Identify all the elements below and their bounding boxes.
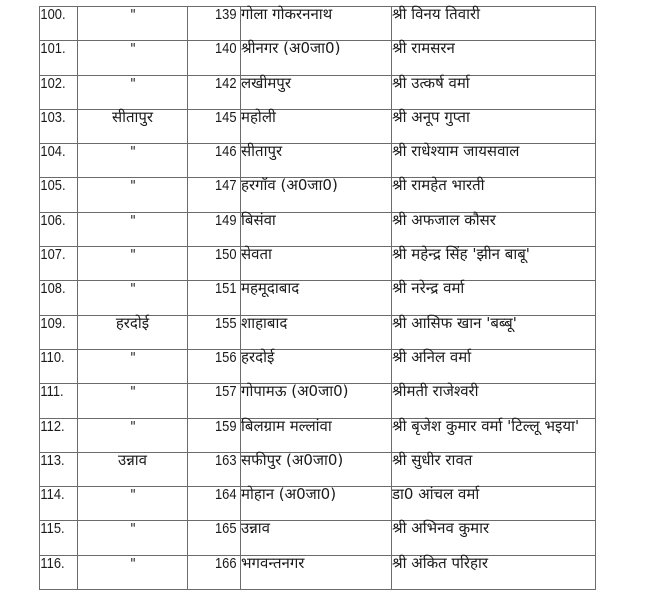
constituency-name-cell [241, 212, 392, 246]
constituency-name-text: महमूदाबाद [241, 279, 300, 298]
constituency-number-cell [188, 349, 241, 383]
district-cell [78, 384, 188, 418]
candidate-name-text: श्री अफजाल कौसर [392, 210, 496, 229]
constituency-name-text: बिसंवा [241, 210, 276, 229]
constituency-number-text: 163 [214, 451, 237, 469]
constituency-number-cell [188, 75, 241, 109]
serial-number-text: 104. [39, 143, 66, 161]
candidate-name-text: श्री बृजेश कुमार वर्मा 'टिल्लू भइया' [392, 416, 580, 435]
district-text: " [130, 248, 135, 264]
constituency-name-cell [241, 555, 392, 589]
constituency-name-cell [241, 521, 392, 555]
constituency-number-text: 139 [214, 6, 237, 23]
candidate-name-text: डा0 आंचल वर्मा [392, 485, 480, 504]
district-text: " [130, 385, 135, 401]
candidate-name-cell [392, 41, 596, 75]
constituency-name-cell [241, 247, 392, 281]
constituency-name-cell [241, 349, 392, 383]
table-row [40, 452, 596, 486]
constituency-number-cell [188, 109, 241, 143]
serial-number-cell [40, 521, 73, 555]
constituency-name-cell [241, 144, 392, 178]
district-text: " [130, 556, 135, 572]
constituency-name-text: गोपामऊ (अ0जा0) [241, 382, 349, 401]
constituency-name-text: मोहान (अ0जा0) [241, 485, 337, 504]
candidate-list-table [39, 6, 596, 590]
constituency-name-cell [241, 178, 392, 212]
table-row [40, 418, 596, 452]
serial-number-cell [40, 144, 73, 178]
constituency-number-text: 159 [214, 417, 237, 435]
serial-number-text: 113. [39, 451, 65, 469]
candidate-name-cell [392, 7, 596, 41]
candidate-name-text: श्री रामसरन [392, 39, 455, 58]
serial-number-cell [40, 41, 73, 75]
constituency-number-cell [188, 144, 241, 178]
candidate-name-text: श्री रामहेत भारती [392, 176, 485, 195]
constituency-number-cell [188, 555, 241, 589]
district-cell [78, 109, 188, 143]
candidate-name-cell [392, 144, 596, 178]
serial-number-cell [40, 247, 73, 281]
serial-number-text: 103. [39, 108, 66, 126]
constituency-number-cell [188, 315, 241, 349]
serial-number-text: 107. [39, 246, 66, 264]
constituency-name-text: गोला गोकरननाथ [241, 5, 333, 23]
constituency-name-text: सीतापुर [241, 142, 283, 161]
table-row [40, 315, 596, 349]
serial-number-cell [40, 75, 73, 109]
constituency-name-text: हरगॉव (अ0जा0) [241, 176, 338, 195]
constituency-name-cell [241, 109, 392, 143]
constituency-number-cell [188, 487, 241, 521]
district-text: " [130, 419, 135, 435]
candidate-name-cell [392, 487, 596, 521]
district-text: " [130, 350, 135, 366]
constituency-number-cell [188, 418, 241, 452]
constituency-name-cell [241, 384, 392, 418]
table-row [40, 75, 596, 109]
constituency-name-text: श्रीनगर (अ0जा0) [241, 39, 341, 58]
serial-number-cell [40, 555, 73, 589]
candidate-name-cell [392, 178, 596, 212]
district-text: " [130, 76, 135, 92]
constituency-number-cell [188, 212, 241, 246]
district-cell [78, 247, 188, 281]
candidate-name-text: श्रीमती राजेश्वरी [392, 382, 479, 401]
constituency-number-text: 149 [214, 211, 237, 229]
serial-number-cell [40, 281, 73, 315]
district-cell [78, 41, 188, 75]
serial-number-cell [40, 315, 73, 349]
constituency-name-cell [241, 452, 392, 486]
table-row [40, 109, 596, 143]
district-text: " [130, 488, 135, 504]
constituency-number-cell [188, 41, 241, 75]
candidate-name-cell [392, 212, 596, 246]
candidate-name-cell [392, 418, 596, 452]
district-text: " [130, 522, 135, 538]
constituency-name-cell [241, 75, 392, 109]
constituency-number-text: 166 [214, 554, 237, 572]
constituency-number-text: 155 [214, 314, 237, 332]
constituency-name-text: उन्नाव [241, 519, 270, 538]
table-row [40, 247, 596, 281]
serial-number-cell [40, 212, 73, 246]
constituency-number-cell [188, 178, 241, 212]
constituency-name-text: भगवन्तनगर [241, 553, 305, 572]
constituency-number-text: 147 [214, 177, 237, 195]
district-text: " [130, 42, 135, 58]
serial-number-text: 108. [39, 280, 66, 298]
constituency-number-text: 151 [214, 280, 237, 298]
district-cell [78, 555, 188, 589]
serial-number-text: 101. [39, 40, 66, 58]
table-row [40, 521, 596, 555]
constituency-name-cell [241, 41, 392, 75]
serial-number-text: 109. [39, 314, 66, 332]
serial-number-text: 115. [39, 520, 65, 538]
constituency-number-cell [188, 384, 241, 418]
serial-number-text: 116. [39, 554, 65, 572]
candidate-name-text: श्री अनिल वर्मा [392, 347, 472, 366]
candidate-name-text: श्री अभिनव कुमार [392, 519, 490, 538]
serial-number-text: 102. [39, 74, 66, 92]
serial-number-text: 100. [39, 6, 66, 23]
serial-number-cell [40, 7, 73, 41]
table-row [40, 7, 596, 41]
serial-number-text: 106. [39, 211, 66, 229]
district-text: " [130, 8, 135, 23]
serial-number-cell [40, 109, 73, 143]
district-text: सीतापुर [111, 107, 154, 126]
serial-number-text: 114. [39, 486, 65, 504]
table-row [40, 212, 596, 246]
constituency-name-cell [241, 487, 392, 521]
constituency-name-cell [241, 418, 392, 452]
district-text: " [130, 179, 135, 195]
constituency-number-text: 165 [214, 520, 237, 538]
district-cell [78, 281, 188, 315]
serial-number-cell [40, 418, 73, 452]
candidate-name-cell [392, 452, 596, 486]
candidate-name-cell [392, 555, 596, 589]
constituency-name-text: सफीपुर (अ0जा0) [241, 450, 344, 469]
candidate-name-text: श्री महेन्द्र सिंह 'झीन बाबू' [392, 245, 530, 264]
candidate-name-cell [392, 349, 596, 383]
table-row [40, 555, 596, 589]
serial-number-text: 112. [39, 417, 65, 435]
table-row [40, 384, 596, 418]
serial-number-cell [40, 452, 73, 486]
constituency-number-cell [188, 7, 241, 41]
district-text: हरदोई [115, 313, 150, 332]
constituency-name-text: महोली [241, 107, 276, 126]
table-row [40, 281, 596, 315]
serial-number-cell [40, 178, 73, 212]
district-cell [78, 7, 188, 41]
serial-number-text: 111. [39, 383, 64, 401]
serial-number-text: 105. [39, 177, 66, 195]
constituency-name-text: सेवता [241, 245, 272, 264]
constituency-number-cell [188, 452, 241, 486]
table-row [40, 144, 596, 178]
candidate-name-cell [392, 315, 596, 349]
district-cell [78, 452, 188, 486]
serial-number-cell [40, 349, 73, 383]
constituency-number-text: 142 [214, 74, 237, 92]
district-cell [78, 178, 188, 212]
district-cell [78, 349, 188, 383]
constituency-number-text: 150 [214, 246, 237, 264]
district-cell [78, 521, 188, 555]
constituency-name-cell [241, 281, 392, 315]
candidate-name-text: श्री उत्कर्ष वर्मा [392, 73, 470, 92]
constituency-number-text: 146 [214, 143, 237, 161]
district-cell [78, 487, 188, 521]
district-cell [78, 144, 188, 178]
district-cell [78, 212, 188, 246]
constituency-number-cell [188, 247, 241, 281]
candidate-name-text: श्री नरेन्द्र वर्मा [392, 279, 465, 298]
candidate-name-text: श्री आसिफ खान 'बब्बू' [392, 313, 517, 332]
constituency-number-text: 140 [214, 40, 237, 58]
constituency-name-cell [241, 7, 392, 41]
table-row [40, 178, 596, 212]
candidate-name-cell [392, 247, 596, 281]
candidate-name-cell [392, 384, 596, 418]
constituency-name-text: हरदोई [241, 347, 275, 366]
district-cell [78, 418, 188, 452]
table-row [40, 487, 596, 521]
district-text: " [130, 213, 135, 229]
candidate-name-cell [392, 521, 596, 555]
district-cell [78, 315, 188, 349]
constituency-number-cell [188, 521, 241, 555]
candidate-name-text: श्री राधेश्याम जायसवाल [392, 142, 520, 161]
constituency-name-text: शाहाबाद [241, 313, 288, 332]
constituency-number-text: 157 [214, 383, 237, 401]
candidate-name-cell [392, 281, 596, 315]
district-text: " [130, 145, 135, 161]
district-cell [78, 75, 188, 109]
constituency-name-cell [241, 315, 392, 349]
constituency-number-text: 145 [214, 108, 237, 126]
candidate-name-text: श्री सुधीर रावत [392, 450, 473, 469]
serial-number-text: 110. [39, 348, 65, 366]
table-body [40, 7, 596, 590]
candidate-name-text: श्री अंकित परिहार [392, 553, 488, 572]
constituency-name-text: बिलग्राम मल्लांवा [241, 416, 332, 435]
candidate-name-cell [392, 75, 596, 109]
constituency-name-text: लखीमपुर [241, 73, 291, 92]
constituency-number-text: 164 [214, 486, 237, 504]
table-row [40, 41, 596, 75]
serial-number-cell [40, 384, 73, 418]
candidate-name-text: श्री विनय तिवारी [392, 5, 480, 23]
district-text: " [130, 282, 135, 298]
constituency-number-text: 156 [214, 348, 237, 366]
serial-number-cell [40, 487, 73, 521]
constituency-number-cell [188, 281, 241, 315]
district-text: उन्नाव [118, 450, 147, 469]
candidate-name-cell [392, 109, 596, 143]
candidate-name-text: श्री अनूप गुप्ता [392, 107, 470, 126]
table-row [40, 349, 596, 383]
